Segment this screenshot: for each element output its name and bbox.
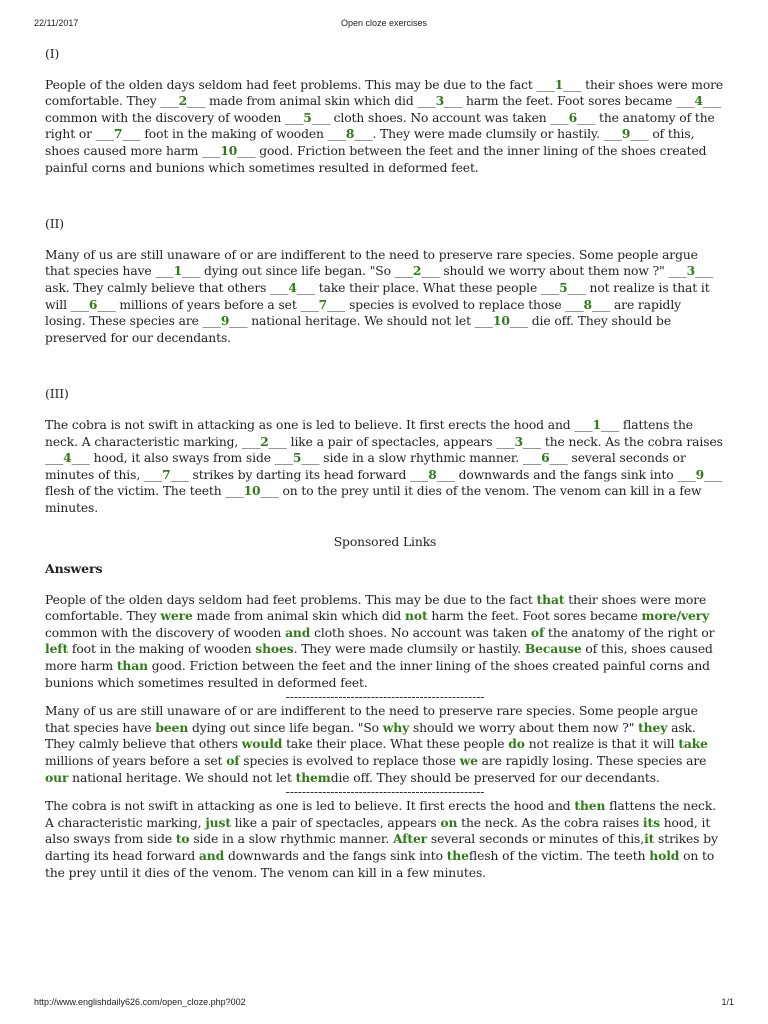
highlighted-term: of (530, 624, 545, 640)
text-run: People of the olden days seldom had feet problems. This may be due to the fact ___ (45, 77, 555, 92)
highlighted-term: 4 (63, 450, 72, 466)
print-url: http://www.englishdaily626.com/open_cloze.php?002 (34, 997, 246, 1007)
highlighted-term: hold (649, 847, 680, 863)
highlighted-term: 7 (318, 296, 328, 312)
exercise-section (45, 216, 725, 346)
text-run: on to the prey until it dies of the venom. The venom can kill in a few minutes. (45, 848, 715, 880)
text-run: hood, it also sways from side (45, 815, 711, 847)
text-run: flattens the neck. A characteristic marking, (45, 799, 716, 830)
answers-heading: Answers (45, 561, 103, 577)
text-run: ___ not realize is that it will ___ (45, 280, 710, 312)
highlighted-term: 10 (243, 483, 261, 499)
highlighted-term: to (175, 831, 190, 847)
highlighted-term: shoes (255, 641, 294, 657)
text-run: foot in the making of wooden (68, 642, 256, 657)
highlighted-term: 5 (292, 450, 302, 466)
highlighted-term: 1 (554, 76, 564, 92)
highlighted-term: been (155, 719, 189, 735)
highlighted-term: 5 (303, 109, 312, 125)
divider: ------------------------------------------------- (285, 785, 485, 800)
text-run: good. Friction between the feet and the inner lining of the shoes created painful corns and bunions which sometimes resulted in deformed feet. (45, 659, 710, 690)
exercise-section (45, 46, 725, 176)
text-run: ___ common with the discovery of wooden ___ (45, 94, 721, 125)
highlighted-term: 8 (583, 296, 592, 312)
exercise-paragraph (45, 247, 725, 347)
text-run: not realize is that it will (524, 737, 679, 752)
text-run: ___ national heritage. We should not let ___ (229, 314, 493, 329)
highlighted-term: on (440, 814, 458, 830)
highlighted-term: 8 (345, 126, 355, 142)
highlighted-term: 5 (559, 279, 568, 295)
highlighted-term: 6 (568, 109, 578, 125)
highlighted-term: them (295, 769, 331, 785)
highlighted-term: 6 (88, 296, 98, 312)
highlighted-term: 2 (178, 93, 188, 109)
exercise-label: (I) (45, 47, 60, 61)
text-run: ___ downwards and the fangs sink into ___ (436, 467, 696, 482)
text-run: millions of years before a set (45, 754, 227, 768)
highlighted-term: than (116, 658, 148, 674)
text-run: ___ die off. They should be preserved for our decendants. (45, 314, 671, 345)
text-run: ___ hood, it also sways from side ___ (71, 451, 293, 466)
text-run: ___ foot in the making of wooden ___ (122, 127, 346, 142)
highlighted-term: not (405, 608, 428, 624)
answer-paragraph (45, 798, 725, 881)
document-body (45, 40, 725, 881)
text-run: ___ of this, shoes caused more harm ___ (45, 127, 695, 158)
text-run: ___ good. Friction between the feet and the inner lining of the shoes created painful corns and bunions which sometimes resulted in deformed feet. (45, 143, 707, 175)
text-run: ___ on to the prey until it dies of the venom. The venom can kill in a few minutes. (45, 484, 702, 515)
print-page-number: 1/1 (721, 997, 734, 1007)
highlighted-term: the (446, 847, 469, 863)
text-run: made from animal skin which did (192, 609, 406, 624)
text-run: The cobra is not swift in attacking as one is led to believe. It first erects the hood and ___ (45, 417, 593, 432)
highlighted-term: Because (524, 641, 582, 657)
text-run: . They were made clumsily or hastily. (293, 642, 525, 657)
text-run: ___ side in a slow rhythmic manner. ___ (301, 451, 542, 466)
highlighted-term: and (285, 624, 311, 640)
text-run: Many of us are still unaware of or are indifferent to the need to preserve rare species. Some people argue that species have ___ (45, 247, 698, 279)
highlighted-term: do (508, 736, 525, 752)
text-run: flesh of the victim. The teeth (468, 848, 650, 863)
text-run: several seconds or minutes of this, (427, 832, 645, 847)
highlighted-term: why (382, 719, 410, 735)
highlighted-term: 7 (162, 466, 171, 482)
text-run: common with the discovery of wooden (45, 625, 286, 640)
highlighted-term: 10 (492, 313, 510, 329)
highlighted-term: of (226, 753, 240, 768)
highlighted-term: After (392, 831, 428, 847)
exercise-paragraph (45, 417, 725, 517)
text-run: ___ take their place. What these people ___ (296, 280, 560, 295)
text-run: ask. They calmly believe that others (45, 720, 696, 752)
highlighted-term: 3 (686, 263, 696, 279)
highlighted-term: 9 (695, 466, 705, 482)
highlighted-term: 1 (173, 263, 183, 279)
text-run: ___ cloth shoes. No account was taken ___ (311, 110, 569, 125)
text-run: ___ dying out since life began. "So ___ (182, 264, 413, 279)
text-run: ___ millions of years before a set ___ (97, 297, 319, 312)
divider: ------------------------------------------------- (285, 690, 485, 705)
text-run: Many of us are still unaware of or are indifferent to the need to preserve rare species. Some people argue that species have (45, 704, 698, 735)
exercise-label: (II) (45, 217, 64, 232)
text-run: The cobra is not swift in attacking as one is led to believe. It first erects the hood and (45, 799, 575, 814)
highlighted-term: would (241, 736, 283, 752)
text-run: ___ ask. They calmly believe that others ___ (45, 264, 714, 295)
answer-paragraph (45, 703, 725, 786)
text-run: ___ their shoes were more comfortable. They ___ (45, 77, 724, 109)
highlighted-term: 10 (220, 142, 238, 158)
text-run: of this, shoes caused more harm (45, 642, 713, 674)
highlighted-term: 8 (428, 466, 437, 482)
text-run: ___ flattens the neck. A characteristic marking, ___ (45, 417, 693, 449)
highlighted-term: more/very (641, 608, 710, 624)
text-run: should we worry about them now ?" (409, 720, 639, 735)
text-run: take their place. What these people (282, 737, 509, 752)
highlighted-term: 2 (260, 433, 269, 449)
text-run: harm the feet. Foot sores became (427, 609, 642, 624)
highlighted-term: 3 (435, 93, 445, 109)
highlighted-term: 6 (541, 450, 550, 466)
text-run: die off. They should be preserved for our decendants. (330, 770, 660, 785)
sponsored-links-label: Sponsored Links (333, 535, 437, 550)
text-run: People of the olden days seldom had feet problems. This may be due to the fact (45, 592, 537, 607)
print-date: 22/11/2017 (34, 18, 79, 28)
text-run: the neck. As the cobra raises (457, 815, 643, 830)
highlighted-term: and (198, 847, 225, 863)
highlighted-term: 4 (288, 279, 297, 295)
highlighted-term: 4 (694, 93, 703, 109)
text-run: ___ the anatomy of the right or ___ (45, 110, 715, 142)
text-run: cloth shoes. No account was taken (310, 625, 531, 640)
highlighted-term: we (459, 753, 478, 768)
highlighted-term: 3 (514, 433, 523, 449)
text-run: ___ harm the feet. Foot sores became ___ (444, 94, 695, 109)
text-run: ___ strikes by darting its head forward ___ (170, 467, 429, 482)
text-run: downwards and the fangs sink into (224, 848, 447, 863)
highlighted-term: 9 (220, 313, 230, 329)
text-run: are rapidly losing. These species are (477, 754, 707, 768)
text-run: species is evolved to replace those (239, 754, 460, 768)
text-run: like a pair of spectacles, appears (230, 815, 441, 830)
text-run: ___ flesh of the victim. The teeth ___ (45, 467, 723, 499)
text-run: ___ species is evolved to replace those ___ (327, 297, 584, 312)
text-run: ___ made from animal skin which did ___ (187, 94, 436, 109)
exercise-paragraph (45, 77, 725, 177)
highlighted-term: its (642, 814, 660, 830)
highlighted-term: 9 (621, 126, 631, 142)
highlighted-term: it (644, 831, 655, 847)
text-run: ___ should we worry about them now ?" ___ (421, 264, 687, 279)
highlighted-term: take (678, 736, 708, 752)
text-run: ___ like a pair of spectacles, appears ___ (268, 434, 515, 449)
text-run: side in a slow rhythmic manner. (189, 832, 393, 847)
highlighted-term: left (45, 641, 69, 657)
text-run: ___ several seconds or minutes of this, ___ (45, 451, 686, 482)
highlighted-term: 7 (113, 126, 123, 142)
highlighted-term: 2 (412, 263, 422, 279)
exercise-label: (III) (45, 387, 69, 402)
text-run: national heritage. We should not let (68, 770, 296, 785)
highlighted-term: were (160, 608, 193, 624)
text-run: ___ are rapidly losing. These species are ___ (45, 297, 681, 329)
highlighted-term: then (574, 798, 606, 814)
text-run: ___. They were made clumsily or hastily. ___ (354, 127, 622, 142)
text-run: strikes by darting its head forward (45, 832, 718, 863)
highlighted-term: that (536, 591, 565, 607)
print-page-title: Open cloze exercises (340, 18, 428, 28)
exercise-section (45, 386, 725, 516)
text-run: dying out since life began. "So (188, 720, 383, 735)
highlighted-term: 1 (592, 416, 601, 432)
highlighted-term: just (205, 814, 231, 830)
text-run: their shoes were more comfortable. They (45, 592, 707, 624)
highlighted-term: our (45, 769, 69, 785)
highlighted-term: they (638, 719, 668, 735)
text-run: the anatomy of the right or (544, 625, 715, 640)
answer-paragraph (45, 592, 725, 692)
text-run: ___ the neck. As the cobra raises ___ (45, 434, 723, 466)
